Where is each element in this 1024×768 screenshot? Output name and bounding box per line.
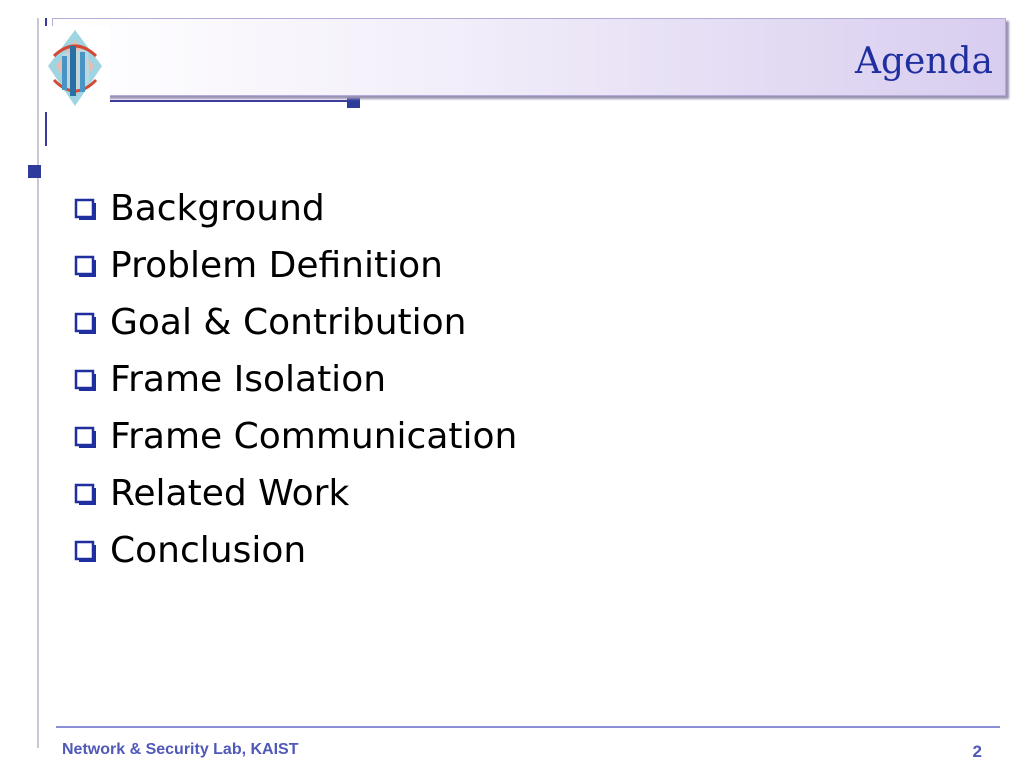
agenda-list [74,180,517,579]
slide-title: Agenda [854,41,993,82]
frame-outer-line [37,18,39,748]
agenda-item [74,465,517,522]
agenda-item-label: Frame Isolation [110,359,387,400]
square-bullet-icon [74,255,96,277]
title-underline [110,100,350,102]
agenda-item [74,408,517,465]
agenda-item-label: Background [110,188,325,229]
agenda-item [74,294,517,351]
agenda-item [74,180,517,237]
agenda-item-label: Frame Communication [110,416,518,457]
footer-divider [56,726,1000,728]
agenda-item-label: Goal & Contribution [110,302,467,343]
page-number: 2 [972,742,982,761]
accent-square-mid [347,95,360,108]
agenda-item [74,351,517,408]
kaist-logo-icon [40,26,110,112]
agenda-item [74,522,517,579]
agenda-item-label: Conclusion [110,530,307,571]
square-bullet-icon [74,540,96,562]
square-bullet-icon [74,483,96,505]
accent-square-left [28,165,41,178]
square-bullet-icon [74,426,96,448]
square-bullet-icon [74,369,96,391]
square-bullet-icon [74,198,96,220]
title-bar [52,18,1006,96]
footer-organization: Network & Security Lab, KAIST [62,741,299,758]
agenda-item-label: Related Work [110,473,350,514]
square-bullet-icon [74,312,96,334]
agenda-item [74,237,517,294]
agenda-item-label: Problem Definition [110,245,443,286]
